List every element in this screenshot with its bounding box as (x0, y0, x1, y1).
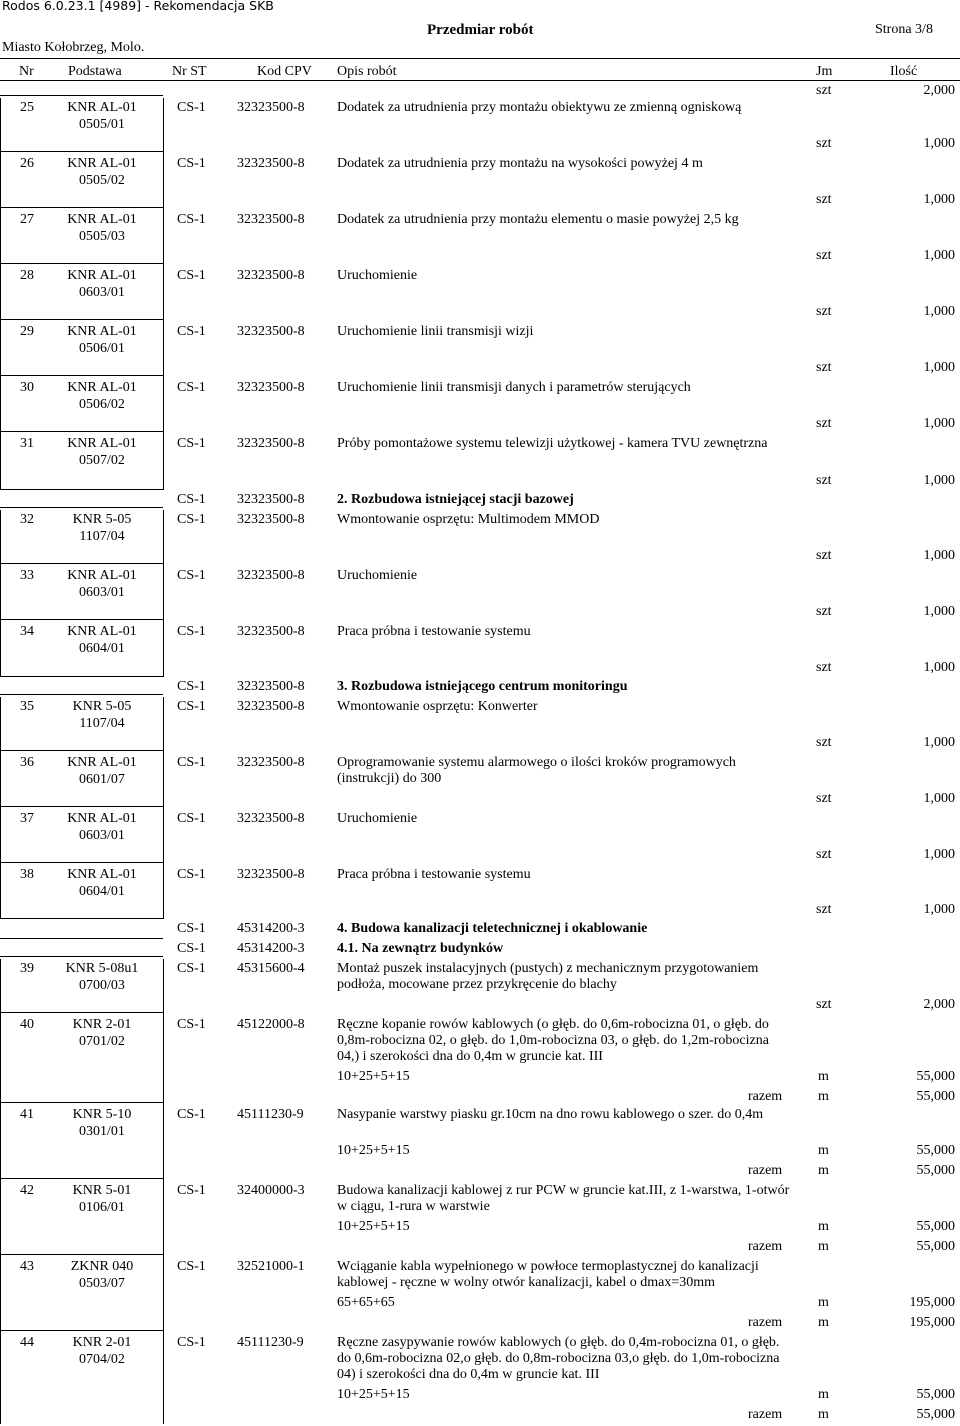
row-podstawa-2: 0700/03 (79, 978, 125, 993)
row-podstawa-2: 0505/02 (79, 173, 125, 188)
row-razem: razem (748, 1407, 783, 1422)
section-title: 4. Budowa kanalizacji teletechnicznej i okablowanie (337, 921, 648, 936)
left-border (0, 510, 1, 677)
row-podstawa-2: 1107/04 (79, 716, 125, 731)
row-kod-cpv: 32323500-8 (237, 624, 305, 639)
row-separator (0, 563, 163, 564)
row-podstawa-2: 0507/02 (79, 453, 125, 468)
row-qty: 55,000 (916, 1239, 955, 1254)
row-unit: szt (816, 604, 832, 619)
row-separator (0, 95, 163, 96)
row-nr-st: CS-1 (177, 1183, 206, 1198)
row-nr-st: CS-1 (177, 380, 206, 395)
row-nr-st: CS-1 (177, 1107, 206, 1122)
row-kod-cpv: 32323500-8 (237, 324, 305, 339)
doc-title: Przedmiar robót (427, 22, 534, 38)
row-podstawa-2: 0704/02 (79, 1352, 125, 1367)
row-unit: m (818, 1315, 829, 1330)
row-separator (0, 319, 163, 320)
row-nr-st: CS-1 (177, 1335, 206, 1350)
row-nr-st: CS-1 (177, 755, 206, 770)
row-nr: 25 (20, 100, 34, 115)
row-podstawa-1: KNR AL-01 (67, 212, 137, 227)
row-qty: 1,000 (923, 136, 955, 151)
carry-unit: szt (816, 83, 832, 98)
row-nr: 31 (20, 436, 34, 451)
row-qty: 1,000 (923, 192, 955, 207)
row-podstawa-2: 0505/03 (79, 229, 125, 244)
row-qty: 1,000 (923, 304, 955, 319)
row-unit: szt (816, 248, 832, 263)
row-nr: 28 (20, 268, 34, 283)
row-opis: Uruchomienie (337, 568, 418, 583)
section-rule (0, 938, 163, 939)
row-calc: 10+25+5+15 (337, 1387, 410, 1402)
podstawa-border (163, 510, 164, 677)
row-podstawa-1: KNR 2-01 (72, 1017, 132, 1032)
row-podstawa-1: KNR AL-01 (67, 380, 137, 395)
row-nr-st: CS-1 (177, 867, 206, 882)
row-qty: 1,000 (923, 360, 955, 375)
row-kod-cpv: 45315600-4 (237, 961, 305, 976)
row-calc-qty: 55,000 (916, 1219, 955, 1234)
row-calc-qty: 55,000 (916, 1387, 955, 1402)
row-podstawa-2: 0506/01 (79, 341, 125, 356)
row-razem: razem (748, 1315, 783, 1330)
row-podstawa-1: KNR AL-01 (67, 568, 137, 583)
row-nr-st: CS-1 (177, 268, 206, 283)
row-podstawa-1: KNR AL-01 (67, 324, 137, 339)
row-nr: 39 (20, 961, 34, 976)
row-unit: szt (816, 902, 832, 917)
row-podstawa-2: 0106/01 (79, 1200, 125, 1215)
row-opis: Dodatek za utrudnienia przy montażu na wysokości powyżej 4 m (337, 156, 703, 171)
row-podstawa-1: KNR AL-01 (67, 268, 137, 283)
row-qty: 1,000 (923, 847, 955, 862)
row-opis: Montaż puszek instalacyjnych (pustych) z mechanicznym przygotowaniem podłoża, mocowane przez przykręcenie do blachy (337, 961, 759, 992)
row-nr-st: CS-1 (177, 212, 206, 227)
row-nr: 33 (20, 568, 34, 583)
row-calc: 10+25+5+15 (337, 1069, 410, 1084)
row-nr: 27 (20, 212, 34, 227)
row-separator (0, 263, 163, 264)
col-nr: Nr (19, 64, 34, 79)
row-podstawa-1: KNR AL-01 (67, 867, 137, 882)
row-unit: szt (816, 847, 832, 862)
row-separator (0, 431, 163, 432)
row-qty: 1,000 (923, 604, 955, 619)
row-kod-cpv: 32323500-8 (237, 811, 305, 826)
row-nr: 44 (20, 1335, 34, 1350)
row-separator (0, 956, 163, 957)
row-opis: Budowa kanalizacji kablowej z rur PCW w gruncie kat.III, z 1-warstwa, 1-otwór w ciągu, 1-rura w warstwie (337, 1183, 790, 1214)
row-kod-cpv: 45111230-9 (237, 1335, 304, 1350)
row-unit: szt (816, 360, 832, 375)
row-kod-cpv: 32323500-8 (237, 212, 305, 227)
row-kod-cpv: 45111230-9 (237, 1107, 304, 1122)
row-nr-st: CS-1 (177, 1259, 206, 1274)
row-unit: szt (816, 304, 832, 319)
section-st: CS-1 (177, 921, 206, 936)
row-kod-cpv: 32323500-8 (237, 436, 305, 451)
section-rule (0, 489, 163, 490)
podstawa-border (163, 98, 164, 490)
row-opis: Uruchomienie (337, 268, 418, 283)
row-opis: Nasypanie warstwy piasku gr.10cm na dno rowu kablowego o szer. do 0,4m (337, 1107, 764, 1122)
row-qty: 195,000 (909, 1315, 955, 1330)
row-separator (0, 1178, 163, 1179)
row-qty: 1,000 (923, 660, 955, 675)
row-opis: Praca próbna i testowanie systemu (337, 867, 531, 882)
row-separator (0, 1012, 163, 1013)
row-nr-st: CS-1 (177, 961, 206, 976)
row-kod-cpv: 32521000-1 (237, 1259, 305, 1274)
row-podstawa-1: KNR AL-01 (67, 436, 137, 451)
row-kod-cpv: 32400000-3 (237, 1183, 305, 1198)
row-nr-st: CS-1 (177, 512, 206, 527)
row-kod-cpv: 45122000-8 (237, 1017, 305, 1032)
row-qty: 1,000 (923, 248, 955, 263)
row-unit: szt (816, 791, 832, 806)
left-border (0, 697, 1, 919)
row-razem: razem (748, 1089, 783, 1104)
row-podstawa-1: KNR 2-01 (72, 1335, 132, 1350)
row-nr-st: CS-1 (177, 156, 206, 171)
row-qty: 1,000 (923, 473, 955, 488)
row-podstawa-2: 0503/07 (79, 1276, 125, 1291)
row-unit: m (818, 1163, 829, 1178)
row-kod-cpv: 32323500-8 (237, 699, 305, 714)
row-podstawa-2: 0604/01 (79, 641, 125, 656)
row-podstawa-1: ZKNR 040 (70, 1259, 134, 1274)
row-separator (0, 694, 163, 695)
section-st: CS-1 (177, 941, 206, 956)
row-opis: Ręczne zasypywanie rowów kablowych (o głęb. do 0,4m-robocizna 01, o głęb. do 0,6m-robocizna 02,o głęb. do 0,8m-robocizna 03,o głęb. do 1,0m-robocizna 04) i szerokości dna do 0,4m w gruncie kat. III (337, 1335, 780, 1382)
row-unit: szt (816, 473, 832, 488)
row-separator (0, 750, 163, 751)
row-nr: 30 (20, 380, 34, 395)
row-opis: Wmontowanie osprzętu: Konwerter (337, 699, 538, 714)
row-qty: 1,000 (923, 416, 955, 431)
row-opis: Wciąganie kabla wypełnionego w powłoce termoplastycznej do kanalizacji kablowej - ręczne w wolny otwór kanalizacji, kabel o dmax=30mm (337, 1259, 759, 1290)
row-unit: szt (816, 192, 832, 207)
row-qty: 1,000 (923, 735, 955, 750)
page-number: Strona 3/8 (875, 22, 933, 37)
row-podstawa-1: KNR 5-08u1 (65, 961, 139, 976)
col-nr-st: Nr ST (172, 64, 207, 79)
header-top-rule (0, 58, 960, 59)
row-separator (0, 507, 163, 508)
row-podstawa-1: KNR 5-05 (72, 699, 132, 714)
col-podstawa: Podstawa (68, 64, 122, 79)
row-nr: 36 (20, 755, 34, 770)
row-separator (0, 1102, 163, 1103)
row-podstawa-2: 0603/01 (79, 585, 125, 600)
row-qty: 1,000 (923, 548, 955, 563)
row-nr: 26 (20, 156, 34, 171)
row-separator (0, 1254, 163, 1255)
row-separator (0, 862, 163, 863)
row-qty: 2,000 (923, 997, 955, 1012)
row-nr: 32 (20, 512, 34, 527)
row-nr-st: CS-1 (177, 1017, 206, 1032)
podstawa-border (163, 959, 164, 1424)
col-jm: Jm (816, 64, 833, 79)
carry-qty: 2,000 (923, 83, 955, 98)
row-podstawa-1: KNR AL-01 (67, 100, 137, 115)
row-kod-cpv: 32323500-8 (237, 156, 305, 171)
row-calc-qty: 55,000 (916, 1143, 955, 1158)
row-nr: 40 (20, 1017, 34, 1032)
row-nr-st: CS-1 (177, 699, 206, 714)
section-title: 3. Rozbudowa istniejącego centrum monitoringu (337, 679, 628, 694)
app-title: Rodos 6.0.23.1 [4989] - Rekomendacja SKB (2, 0, 274, 13)
row-podstawa-2: 1107/04 (79, 529, 125, 544)
row-nr-st: CS-1 (177, 324, 206, 339)
row-podstawa-1: KNR AL-01 (67, 755, 137, 770)
row-qty: 55,000 (916, 1089, 955, 1104)
section-cpv: 45314200-3 (237, 921, 305, 936)
row-kod-cpv: 32323500-8 (237, 512, 305, 527)
row-opis: Oprogramowanie systemu alarmowego o ilości kroków programowych (instrukcji) do 300 (337, 755, 736, 786)
row-podstawa-1: KNR AL-01 (67, 624, 137, 639)
row-opis: Próby pomontażowe systemu telewizji użytkowej - kamera TVU zewnętrzna (337, 436, 768, 451)
row-unit: szt (816, 997, 832, 1012)
row-calc-unit: m (818, 1069, 829, 1084)
row-opis: Dodatek za utrudnienia przy montażu obiektywu ze zmienną ogniskową (337, 100, 742, 115)
row-kod-cpv: 32323500-8 (237, 568, 305, 583)
row-unit: m (818, 1239, 829, 1254)
section-cpv: 45314200-3 (237, 941, 305, 956)
row-podstawa-2: 0604/01 (79, 884, 125, 899)
section-st: CS-1 (177, 679, 206, 694)
row-opis: Wmontowanie osprzętu: Multimodem MMOD (337, 512, 600, 527)
row-nr: 35 (20, 699, 34, 714)
row-nr: 43 (20, 1259, 34, 1274)
col-opis: Opis robót (337, 64, 397, 79)
row-calc: 65+65+65 (337, 1295, 395, 1310)
row-calc-qty: 55,000 (916, 1069, 955, 1084)
section-rule (0, 676, 163, 677)
row-nr-st: CS-1 (177, 811, 206, 826)
row-separator (0, 207, 163, 208)
row-podstawa-2: 0701/02 (79, 1034, 125, 1049)
row-separator (0, 806, 163, 807)
row-unit: szt (816, 735, 832, 750)
row-podstawa-1: KNR 5-01 (72, 1183, 132, 1198)
row-podstawa-2: 0603/01 (79, 285, 125, 300)
col-ilosc: Ilość (890, 64, 918, 79)
row-podstawa-1: KNR 5-05 (72, 512, 132, 527)
row-qty: 55,000 (916, 1163, 955, 1178)
row-opis: Dodatek za utrudnienia przy montażu elementu o masie powyżej 2,5 kg (337, 212, 739, 227)
row-podstawa-1: KNR 5-10 (72, 1107, 132, 1122)
row-kod-cpv: 32323500-8 (237, 268, 305, 283)
row-nr-st: CS-1 (177, 436, 206, 451)
row-kod-cpv: 32323500-8 (237, 755, 305, 770)
row-podstawa-1: KNR AL-01 (67, 156, 137, 171)
row-separator (0, 151, 163, 152)
left-border (0, 959, 1, 1424)
row-podstawa-1: KNR AL-01 (67, 811, 137, 826)
row-opis: Uruchomienie linii transmisji danych i parametrów sterujących (337, 380, 691, 395)
section-cpv: 32323500-8 (237, 679, 305, 694)
row-nr: 38 (20, 867, 34, 882)
row-unit: szt (816, 660, 832, 675)
row-razem: razem (748, 1239, 783, 1254)
header-bottom-rule (0, 80, 960, 81)
row-calc: 10+25+5+15 (337, 1143, 410, 1158)
row-nr-st: CS-1 (177, 100, 206, 115)
col-kod-cpv: Kod CPV (257, 64, 312, 79)
row-calc: 10+25+5+15 (337, 1219, 410, 1234)
row-nr: 42 (20, 1183, 34, 1198)
row-calc-unit: m (818, 1387, 829, 1402)
row-opis: Uruchomienie linii transmisji wizji (337, 324, 534, 339)
row-kod-cpv: 32323500-8 (237, 380, 305, 395)
row-nr-st: CS-1 (177, 568, 206, 583)
row-calc-unit: m (818, 1219, 829, 1234)
row-podstawa-2: 0603/01 (79, 828, 125, 843)
row-nr: 37 (20, 811, 34, 826)
row-podstawa-2: 0506/02 (79, 397, 125, 412)
row-opis: Praca próbna i testowanie systemu (337, 624, 531, 639)
row-unit: m (818, 1407, 829, 1422)
row-unit: szt (816, 416, 832, 431)
row-qty: 1,000 (923, 791, 955, 806)
row-calc-qty: 195,000 (909, 1295, 955, 1310)
row-kod-cpv: 32323500-8 (237, 867, 305, 882)
section-cpv: 32323500-8 (237, 492, 305, 507)
row-nr: 34 (20, 624, 34, 639)
row-unit: m (818, 1089, 829, 1104)
row-podstawa-2: 0301/01 (79, 1124, 125, 1139)
row-qty: 1,000 (923, 902, 955, 917)
location: Miasto Kołobrzeg, Molo. (2, 40, 145, 55)
row-separator (0, 619, 163, 620)
row-qty: 55,000 (916, 1407, 955, 1422)
row-podstawa-2: 0601/07 (79, 772, 125, 787)
row-unit: szt (816, 136, 832, 151)
section-title: 2. Rozbudowa istniejącej stacji bazowej (337, 492, 574, 507)
row-nr: 29 (20, 324, 34, 339)
podstawa-border (163, 697, 164, 919)
row-opis: Ręczne kopanie rowów kablowych (o głęb. do 0,6m-robocizna 01, o głęb. do 0,8m-robocizna 02, o głęb. do 1,0m-robocizna 03, o głęb. do 1,2m-robocizna 04,) i szerokości dna do 0,4m w gruncie kat. III (337, 1017, 769, 1064)
row-calc-unit: m (818, 1295, 829, 1310)
row-separator (0, 1330, 163, 1331)
row-podstawa-2: 0505/01 (79, 117, 125, 132)
row-unit: szt (816, 548, 832, 563)
row-razem: razem (748, 1163, 783, 1178)
section-rule (0, 918, 163, 919)
row-nr: 41 (20, 1107, 34, 1122)
section-st: CS-1 (177, 492, 206, 507)
row-nr-st: CS-1 (177, 624, 206, 639)
row-separator (0, 375, 163, 376)
row-calc-unit: m (818, 1143, 829, 1158)
section-title: 4.1. Na zewnątrz budynków (337, 941, 504, 956)
row-kod-cpv: 32323500-8 (237, 100, 305, 115)
row-opis: Uruchomienie (337, 811, 418, 826)
